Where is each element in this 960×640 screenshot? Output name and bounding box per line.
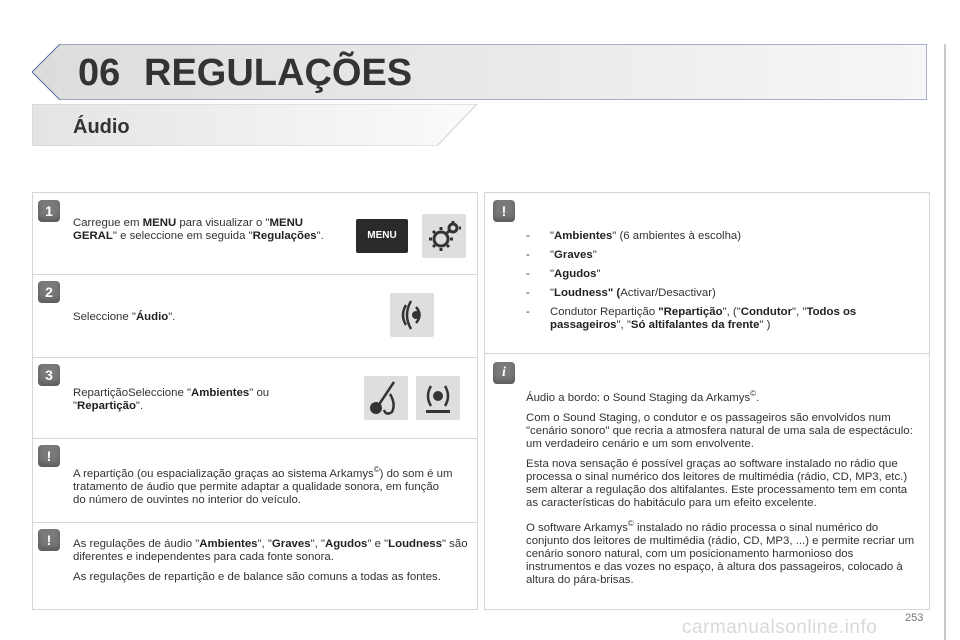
step-2-text: Seleccione "Áudio". <box>73 311 176 323</box>
audio-settings-note: As regulações de áudio "Ambientes", "Graves", "Agudos" e "Loudness" são diferentes e independentes para cada fonte sonora. As regulações de repartição e de balance são comuns a todas as fontes. <box>73 538 468 583</box>
audio-icon-box <box>390 293 434 337</box>
step-3-badge: 3 <box>38 364 60 386</box>
warning-badge: ! <box>38 529 60 551</box>
warning-badge: ! <box>38 445 60 467</box>
list-item: - "Loudness" (Activar/Desactivar) <box>526 287 906 300</box>
gear-icon <box>422 214 466 258</box>
chapter-title: REGULAÇÕES <box>144 52 413 94</box>
step-3-text: RepartiçãoSeleccione "Ambientes" ou "Repartição". <box>73 387 270 412</box>
step-1-text: Carregue em MENU para visualizar o "MENU GERAL" e seleccione em seguida "Regulações". <box>73 217 324 242</box>
watermark: carmanualsonline.info <box>682 617 878 638</box>
spatialisation-note: A repartição (ou espacialização graças ao sistema Arkamys©) do som é um tratamento de áudio que permite adaptar a qualidade sonora, em função do número de ouvintes no interior do veículo. <box>73 465 453 506</box>
note-divider <box>33 522 477 523</box>
list-item: - Condutor Repartição "Repartição", ("Condutor", "Todos os passageiros", "Só altifalantes da frente" ) <box>526 306 906 332</box>
step-2-badge: 2 <box>38 281 60 303</box>
list-item: - "Ambientes" (6 ambientes à escolha) <box>526 230 906 243</box>
menu-button-image: MENU <box>356 219 408 253</box>
step-divider <box>33 357 477 358</box>
distribution-icon-box <box>416 376 460 420</box>
list-item: - "Graves" <box>526 249 906 262</box>
audio-options-list <box>526 230 906 338</box>
sound-distribution-icon <box>416 376 460 420</box>
warning-badge: ! <box>493 200 515 222</box>
speaker-waves-icon <box>390 293 434 337</box>
info-badge: i <box>493 362 515 384</box>
page-edge-rule <box>944 44 946 640</box>
settings-icon-box <box>422 214 466 258</box>
ambience-icon-box <box>364 376 408 420</box>
page-number: 253 <box>905 612 924 624</box>
step-1-badge: 1 <box>38 200 60 222</box>
instruments-icon <box>364 376 408 420</box>
section-title: Áudio <box>73 116 130 138</box>
list-item: - "Agudos" <box>526 268 906 281</box>
sound-staging-info: Áudio a bordo: o Sound Staging da Arkamys©. Com o Sound Staging, o condutor e os passageiros são envolvidos num "cenário sonoro" que recria a atmosfera natural de uma sala de espectáculo: um verdadeiro cenário e um som envolvente. Esta nova sensação é possível graças ao software instalado no rádio que processa o sinal numérico dos leitores de multimédia (rádio, CD, MP3, etc.) sem alterar a regulação dos altifalantes. Este processamento tem em conta as características do habitáculo para um efeito excelente. O software Arkamys© instalado no rádio processa o sinal numérico do conjunto dos leitores de multimédia (rádio, CD, MP3, ...) e permite recriar um cenário sonoro natural, com um posicionamento harmonioso dos instrumentos e das vozes no espaço, à altura dos passageiros, colocado à altura do pára-brisas. <box>526 389 915 586</box>
right-divider <box>485 353 929 354</box>
step-divider <box>33 438 477 439</box>
step-divider <box>33 274 477 275</box>
chapter-number: 06 <box>78 52 121 94</box>
